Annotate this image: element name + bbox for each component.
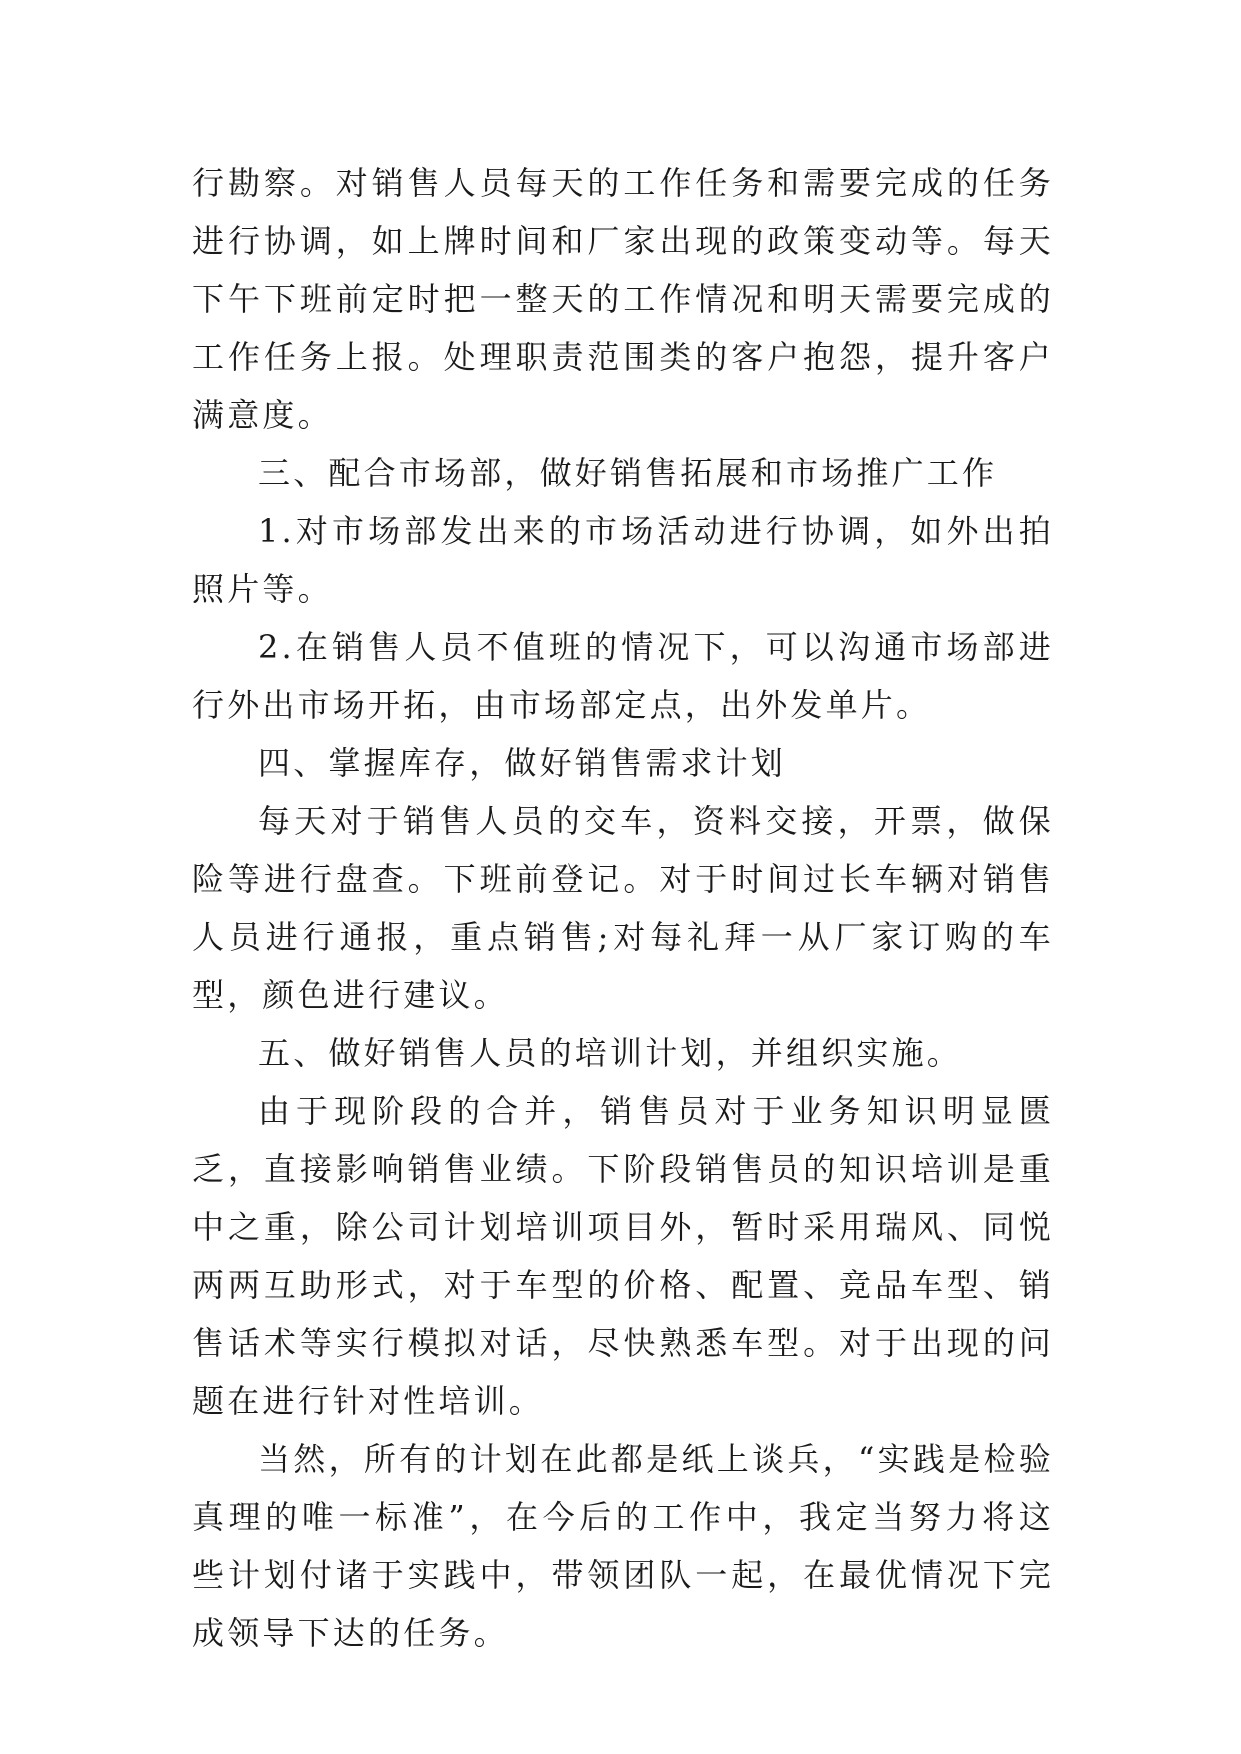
list-item-2: 2.在销售人员不值班的情况下，可以沟通市场部进行外出市场开拓，由市场部定点，出外发单片。 — [192, 628, 1054, 724]
section-heading-3: 三、配合市场部，做好销售拓展和市场推广工作 — [258, 454, 998, 492]
paragraph-training: 由于现阶段的合并，销售员对于业务知识明显匮乏，直接影响销售业绩。下阶段销售员的知识培训是重中之重，除公司计划培训项目外，暂时采用瑞风、同悦两两互助形式，对于车型的价格、配置、竞品车型、销售话术等实行模拟对话，尽快熟悉车型。对于出现的问题在进行针对性培训。 — [192, 1092, 1054, 1420]
document-body — [192, 154, 1054, 1662]
section-heading-5: 五、做好销售人员的培训计划，并组织实施。 — [258, 1034, 963, 1072]
section-heading-4: 四、掌握库存，做好销售需求计划 — [258, 744, 787, 782]
paragraph-continuation: 行勘察。对销售人员每天的工作任务和需要完成的任务进行协调，如上牌时间和厂家出现的政策变动等。每天下午下班前定时把一整天的工作情况和明天需要完成的工作任务上报。处理职责范围类的客户抱怨，提升客户满意度。 — [192, 164, 1054, 434]
list-item-1: 1.对市场部发出来的市场活动进行协调，如外出拍照片等。 — [192, 512, 1054, 608]
paragraph-conclusion: 当然，所有的计划在此都是纸上谈兵，“实践是检验真理的唯一标准”，在今后的工作中，我定当努力将这些计划付诸于实践中，带领团队一起，在最优情况下完成领导下达的任务。 — [192, 1440, 1054, 1652]
paragraph-inventory: 每天对于销售人员的交车，资料交接，开票，做保险等进行盘查。下班前登记。对于时间过长车辆对销售人员进行通报，重点销售;对每礼拜一从厂家订购的车型，颜色进行建议。 — [192, 802, 1054, 1014]
